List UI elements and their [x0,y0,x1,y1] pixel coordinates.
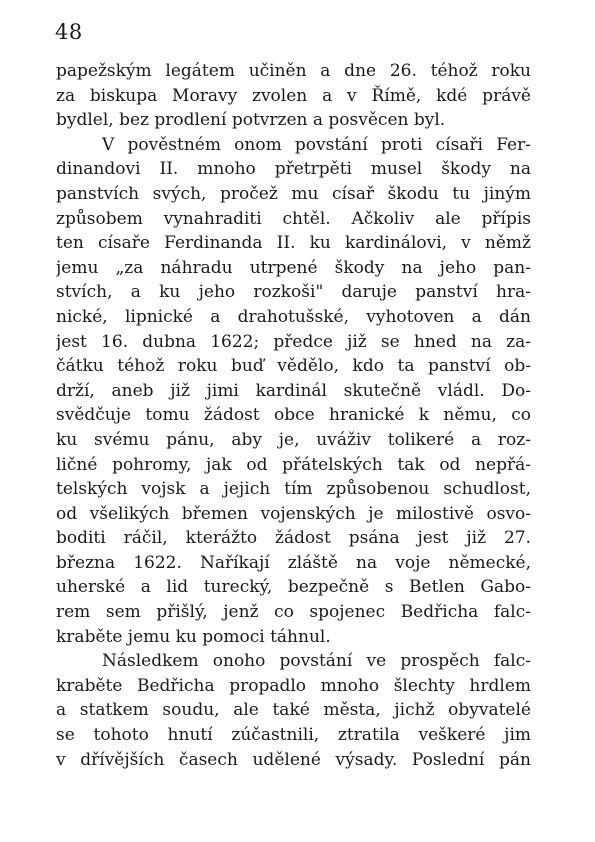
page-number: 48 [55,20,83,44]
text-line: V pověstném onom povstání proti císaři Fer- [102,134,531,155]
text-line: jemu „za náhradu utrpené škody na jeho pan- [56,257,531,278]
text-line: uherské a lid turecký, bezpečně s Betlen Gabo- [56,577,531,598]
text-line: ku svému pánu, aby je, uváživ tolikeré a roz- [56,429,531,450]
text-line: papežským legátem učiněn a dne 26. téhož roku [56,61,531,81]
text-line: rem sem přišlý, jenž co spojenec Bedřicha falc- [56,602,531,623]
text-line: boditi ráčil, kterážto žádost psána jest již 27. [56,528,531,549]
text-line: za biskupa Moravy zvolen a v Římě, kdé právě [56,85,531,106]
text-line: kraběte jemu ku pomoci táhnul. [56,626,331,647]
text-line: jest 16. dubna 1622; předce již se hned na za- [56,331,531,352]
text-line: ličné pohromy, jak od přátelských tak od nepřá- [56,454,531,475]
text-line: se tohoto hnutí zúčastnili, ztratila veškeré jim [56,725,531,746]
text-line: března 1622. Naříkají zláště na voje německé, [56,552,531,573]
text-line: svědčuje tomu žádost obce hranické k němu, co [56,405,531,426]
text-line: nické, lipnické a drahotušské, vyhotoven a dán [56,306,531,327]
text-line: ten císaře Ferdinanda II. ku kardinálovi, v němž [56,233,531,254]
text-line: v dřívějších časech udělené výsady. Poslední pán [56,749,531,770]
text-line: a statkem soudu, ale také města, jichž obyvatelé [56,700,531,721]
text-line: čátku téhož roku buď vědělo, kdo ta panství ob- [56,356,531,377]
text-line: bydlel, bez prodlení potvrzen a posvěcen byl. [56,110,446,131]
text-line: od všelikých břemen vojenských je milostivě osvo- [56,503,531,524]
text-line: stvích, a ku jeho rozkoši" daruje panství hra- [56,282,531,303]
text-line: kraběte Bedřicha propadlo mnoho šlechty hrdlem [56,675,531,696]
text-line: telských vojsk a jejich tím způsobenou schudlost, [56,479,531,500]
text-line: drží, aneb již jimi kardinál skutečně vládl. Do- [56,380,531,401]
text-line: dinandovi II. mnoho přetrpěti musel škody na [56,159,531,180]
body-text [56,59,531,772]
text-line: Následkem onoho povstání ve prospěch falc- [102,651,531,672]
text-line: způsobem vynahraditi chtěl. Ačkoliv ale přípis [56,208,531,229]
text-line: panstvích svých, pročež mu císař škodu tu jiným [56,183,531,204]
